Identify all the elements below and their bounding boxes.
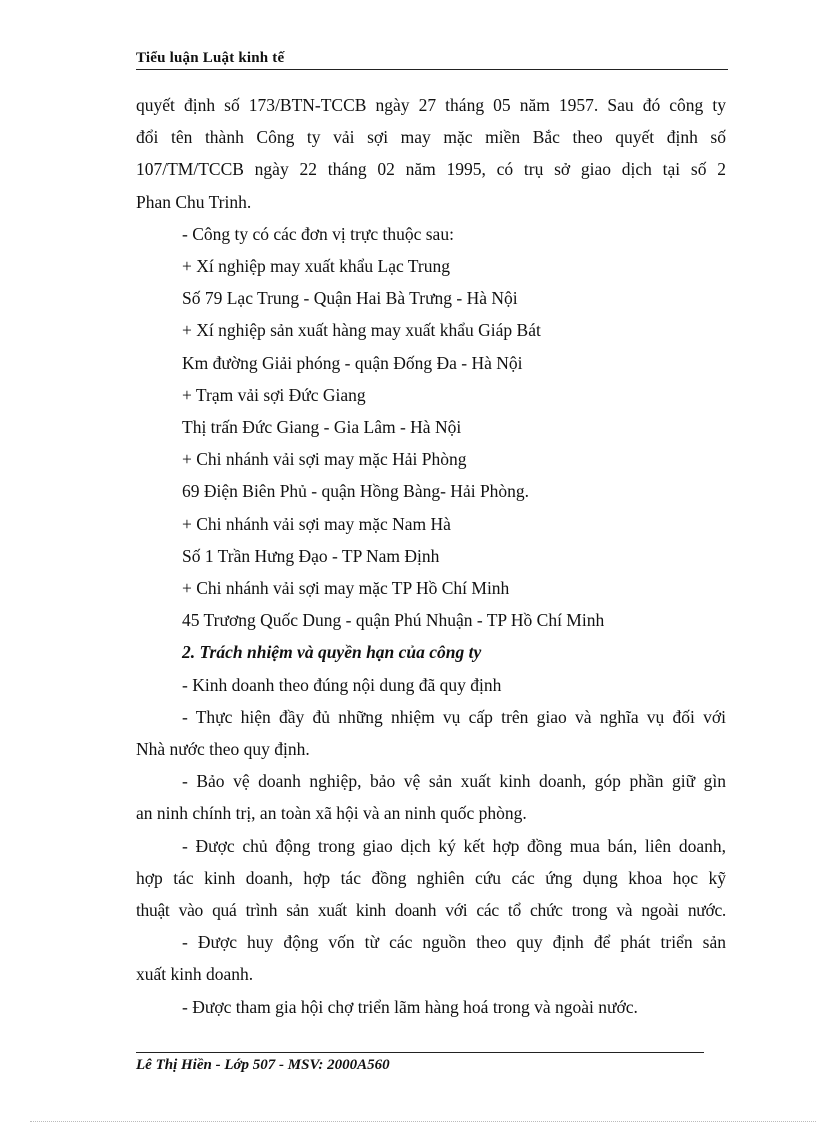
text-line: 107/TM/TCCB ngày 22 tháng 02 năm 1995, có trụ sở giao dịch tại số 2 bbox=[136, 159, 726, 180]
list-item: + Xí nghiệp sản xuất hàng may xuất khẩu Giáp Bát bbox=[182, 320, 541, 341]
text-line: - Thực hiện đầy đủ những nhiệm vụ cấp trên giao và nghĩa vụ đối với bbox=[182, 706, 726, 727]
list-item: + Chi nhánh vải sợi may mặc TP Hồ Chí Minh bbox=[182, 578, 510, 599]
footer-divider bbox=[136, 1052, 704, 1053]
page-bottom-border bbox=[30, 1121, 816, 1122]
list-item: + Xí nghiệp may xuất khẩu Lạc Trung bbox=[182, 256, 450, 277]
text-line: - Kinh doanh theo đúng nội dung đã quy định bbox=[182, 674, 502, 695]
text-line: - Công ty có các đơn vị trực thuộc sau: bbox=[182, 223, 454, 244]
address-line: Thị trấn Đức Giang - Gia Lâm - Hà Nội bbox=[182, 417, 462, 438]
text-line: an ninh chính trị, an toàn xã hội và an ninh quốc phòng. bbox=[136, 803, 527, 824]
text-line: xuất kinh doanh. bbox=[136, 964, 254, 985]
text-line: hợp tác kinh doanh, hợp tác đồng nghiên cứu các ứng dụng khoa học kỹ bbox=[136, 867, 726, 888]
list-item: + Chi nhánh vải sợi may mặc Nam Hà bbox=[182, 513, 451, 534]
text-line: đổi tên thành Công ty vải sợi may mặc miền Bắc theo quyết định số bbox=[136, 127, 726, 148]
header-divider bbox=[136, 69, 728, 70]
text-line: - Bảo vệ doanh nghiệp, bảo vệ sản xuất kinh doanh, góp phần giữ gìn bbox=[182, 771, 726, 792]
list-item: + Chi nhánh vải sợi may mặc Hải Phòng bbox=[182, 449, 467, 470]
address-line: Km đường Giải phóng - quận Đống Đa - Hà Nội bbox=[182, 352, 523, 373]
address-line: Số 1 Trần Hưng Đạo - TP Nam Định bbox=[182, 545, 440, 566]
document-body bbox=[136, 89, 726, 1023]
page-footer: Lê Thị Hiền - Lớp 507 - MSV: 2000A560 bbox=[136, 1057, 390, 1073]
list-item: + Trạm vải sợi Đức Giang bbox=[182, 384, 366, 405]
text-line: - Được chủ động trong giao dịch ký kết hợp đồng mua bán, liên doanh, bbox=[182, 835, 726, 856]
text-line: - Được tham gia hội chợ triển lãm hàng hoá trong và ngoài nước. bbox=[182, 996, 638, 1017]
address-line: Số 79 Lạc Trung - Quận Hai Bà Trưng - Hà Nội bbox=[182, 288, 518, 309]
page-header-title: Tiểu luận Luật kinh tế bbox=[136, 50, 285, 66]
text-line: quyết định số 173/BTN-TCCB ngày 27 tháng 05 năm 1957. Sau đó công ty bbox=[136, 95, 726, 115]
address-line: 69 Điện Biên Phủ - quận Hồng Bàng- Hải Phòng. bbox=[182, 481, 530, 502]
text-line: - Được huy động vốn từ các nguồn theo quy định để phát triển sản bbox=[182, 932, 726, 953]
section-heading: 2. Trách nhiệm và quyền hạn của công ty bbox=[182, 642, 482, 663]
text-line: Phan Chu Trinh. bbox=[136, 191, 252, 212]
text-line: Nhà nước theo quy định. bbox=[136, 739, 310, 760]
address-line: 45 Trương Quốc Dung - quận Phú Nhuận - TP Hồ Chí Minh bbox=[182, 610, 605, 631]
text-line: thuật vào quá trình sản xuất kinh doanh với các tổ chức trong và ngoài nước. bbox=[136, 900, 726, 921]
